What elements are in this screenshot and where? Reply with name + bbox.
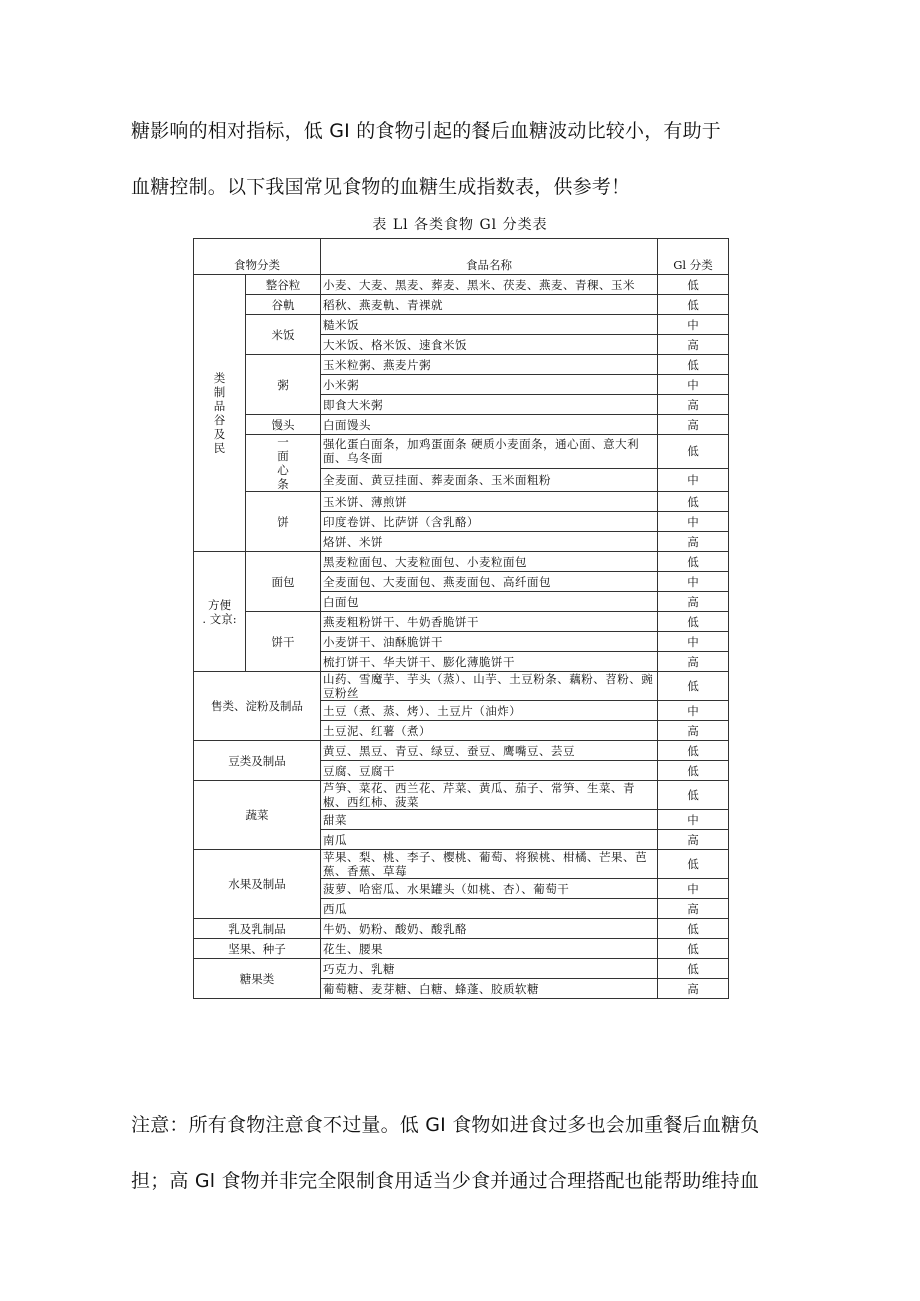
intro-line-2: 血糖控制。以下我国常见食物的血糖生成指数表，供参考！: [131, 176, 631, 198]
gi-level: 中: [658, 315, 729, 335]
food-name: 小麦、大麦、黑麦、葬麦、黑米、茯麦、燕麦、青稞、玉米: [321, 275, 658, 295]
food-name: 豆腐、豆腐干: [321, 761, 658, 781]
group-grain-label: 类制品谷及民: [213, 371, 226, 455]
note-line-2: 担；高 Gl 食物并非完全限制食用适当少食并通过合理搭配也能帮助维持血: [131, 1170, 760, 1192]
table-row: [194, 672, 729, 701]
food-name: 小米粥: [321, 375, 658, 395]
group-veg: 蔬菜: [194, 781, 321, 850]
food-name: 芦笋、菜花、西兰花、芹菜、黄瓜、茄子、常笋、生菜、青椒、西红柿、菠菜: [321, 781, 658, 810]
food-name: 全麦面包、大麦面包、燕麦面包、高纤面包: [321, 572, 658, 592]
gi-level: 高: [658, 899, 729, 919]
table-row: [194, 295, 729, 315]
sub-whole: 整谷粒: [246, 275, 321, 295]
food-name: 花生、腰果: [321, 939, 658, 959]
food-name: 土豆（煮、蒸、烤）、土豆片（油炸）: [321, 701, 658, 721]
gi-level: 中: [658, 512, 729, 532]
food-name: 小麦饼干、油酥脆饼干: [321, 632, 658, 652]
gi-level: 高: [658, 979, 729, 999]
gi-level: 低: [658, 781, 729, 810]
gi-level: 中: [658, 879, 729, 899]
gi-level: 中: [658, 632, 729, 652]
table-row: [194, 612, 729, 632]
gi-level: 低: [658, 850, 729, 879]
table-caption: 表 Ll 各类食物 Gl 分类表: [372, 217, 548, 233]
gi-level: 低: [658, 939, 729, 959]
gi-level: 低: [658, 492, 729, 512]
gi-level: 高: [658, 721, 729, 741]
table-row: [194, 275, 729, 295]
food-name: 稻秋、燕麦軌、青裸就: [321, 295, 658, 315]
food-name: 南瓜: [321, 830, 658, 850]
gi-level: 低: [658, 959, 729, 979]
gi-level: 高: [658, 532, 729, 552]
gi-level: 中: [658, 572, 729, 592]
table-row: [194, 939, 729, 959]
food-name: 土豆泥、红薯（煮）: [321, 721, 658, 741]
food-name: 全麦面、黄豆挂面、葬麦面条、玉米面粗粉: [321, 468, 658, 491]
gi-level: 中: [658, 810, 729, 830]
gi-level: 中: [658, 701, 729, 721]
table-row: [194, 552, 729, 572]
note-line-1: 注意：所有食物注意食不过量。低 GI 食物如进食过多也会加重餐后血糖负: [131, 1114, 760, 1136]
gi-level: 高: [658, 415, 729, 435]
intro-line-1: 糖影响的相对指标，低 GI 的食物引起的餐后血糖波动比较小，有助于: [131, 120, 722, 142]
table-row: [194, 959, 729, 979]
food-name: 黑麦粒面包、大麦粒面包、小麦粒面包: [321, 552, 658, 572]
gi-level: 低: [658, 612, 729, 632]
group-fruit: 水果及制品: [194, 850, 321, 919]
group-nut: 坚果、种子: [194, 939, 321, 959]
food-name: 烙饼、米饼: [321, 532, 658, 552]
sub-bread: 面包: [246, 552, 321, 612]
food-name: 燕麦粗粉饼干、牛奶香脆饼干: [321, 612, 658, 632]
gi-level: 低: [658, 672, 729, 701]
sub-noodle-label: 一面心条: [277, 435, 289, 491]
food-name: 牛奶、奶粉、酸奶、酸乳酪: [321, 919, 658, 939]
group-bean: 豆类及制品: [194, 741, 321, 781]
table-row: [194, 850, 729, 879]
group-dairy: 乳及乳制品: [194, 919, 321, 939]
gi-level: 高: [658, 652, 729, 672]
food-name: 苹果、梨、桃、李子、樱桃、葡萄、将猴桃、柑橘、芒果、芭蕉、香蕉、草莓: [321, 850, 658, 879]
gi-level: 低: [658, 295, 729, 315]
table-row: [194, 741, 729, 761]
food-name: 玉米饼、薄煎饼: [321, 492, 658, 512]
food-name: 巧克力、乳糖: [321, 959, 658, 979]
table-row: [194, 492, 729, 512]
gi-level: 低: [658, 355, 729, 375]
food-name: 葡萄糖、麦芽糖、白糖、蜂蓬、胶质软糖: [321, 979, 658, 999]
food-name: 甜菜: [321, 810, 658, 830]
food-name: 大米饭、格米饭、速食米饭: [321, 335, 658, 355]
gi-level: 高: [658, 830, 729, 850]
table-row: [194, 355, 729, 375]
gi-level: 高: [658, 335, 729, 355]
table-row: [194, 919, 729, 939]
group-grain: [194, 275, 246, 552]
table-row: [194, 435, 729, 469]
gi-level: 中: [658, 468, 729, 491]
food-name: 强化蛋白面条，加鸡蛋面条 硬质小麦面条，通心面、意大利面、乌冬面: [321, 435, 658, 469]
sub-rice: 米饭: [246, 315, 321, 355]
food-name: 即食大米粥: [321, 395, 658, 415]
gi-table: [193, 238, 729, 999]
gi-level: 中: [658, 375, 729, 395]
table-header-row: [194, 239, 729, 275]
header-gi: Gl 分类: [658, 239, 729, 275]
food-name: 西瓜: [321, 899, 658, 919]
sub-millet: 谷軌: [246, 295, 321, 315]
gi-level: 低: [658, 435, 729, 469]
food-name: 糙米饭: [321, 315, 658, 335]
food-name: 玉米粒粥、燕麦片粥: [321, 355, 658, 375]
gi-level: 高: [658, 395, 729, 415]
sub-noodle: [246, 435, 321, 492]
gi-level: 高: [658, 592, 729, 612]
gi-level: 低: [658, 741, 729, 761]
group-convenience-a: 方便: [208, 597, 231, 612]
food-name: 梳打饼干、华夫饼干、膨化薄脆饼干: [321, 652, 658, 672]
gi-level: 低: [658, 275, 729, 295]
sub-porridge: 粥: [246, 355, 321, 415]
table-row: [194, 315, 729, 335]
header-name: 食品名称: [321, 239, 658, 275]
sub-biscuit: 饼干: [246, 612, 321, 672]
table-row: [194, 781, 729, 810]
food-name: 黄豆、黑豆、青豆、绿豆、蚕豆、鹰嘴豆、芸豆: [321, 741, 658, 761]
sub-mantou: 馒头: [246, 415, 321, 435]
group-convenience: [194, 552, 246, 672]
food-name: 白面包: [321, 592, 658, 612]
group-candy: 糖果类: [194, 959, 321, 999]
gi-level: 低: [658, 919, 729, 939]
group-tuber: 售类、淀粉及制品: [194, 672, 321, 741]
group-convenience-b: . 文京:: [202, 611, 237, 626]
sub-bing: 饼: [246, 492, 321, 552]
food-name: 白面馒头: [321, 415, 658, 435]
food-name: 印度卷饼、比萨饼（含乳酪）: [321, 512, 658, 532]
food-name: 山药、雪魔芋、芋头（蒸）、山芋、土豆粉条、藕粉、苕粉、豌豆粉丝: [321, 672, 658, 701]
gi-level: 低: [658, 552, 729, 572]
table-row: [194, 415, 729, 435]
food-name: 菠萝、哈密瓜、水果罐头（如桃、杏）、葡萄干: [321, 879, 658, 899]
header-category: 食物分类: [194, 239, 321, 275]
gi-level: 低: [658, 761, 729, 781]
